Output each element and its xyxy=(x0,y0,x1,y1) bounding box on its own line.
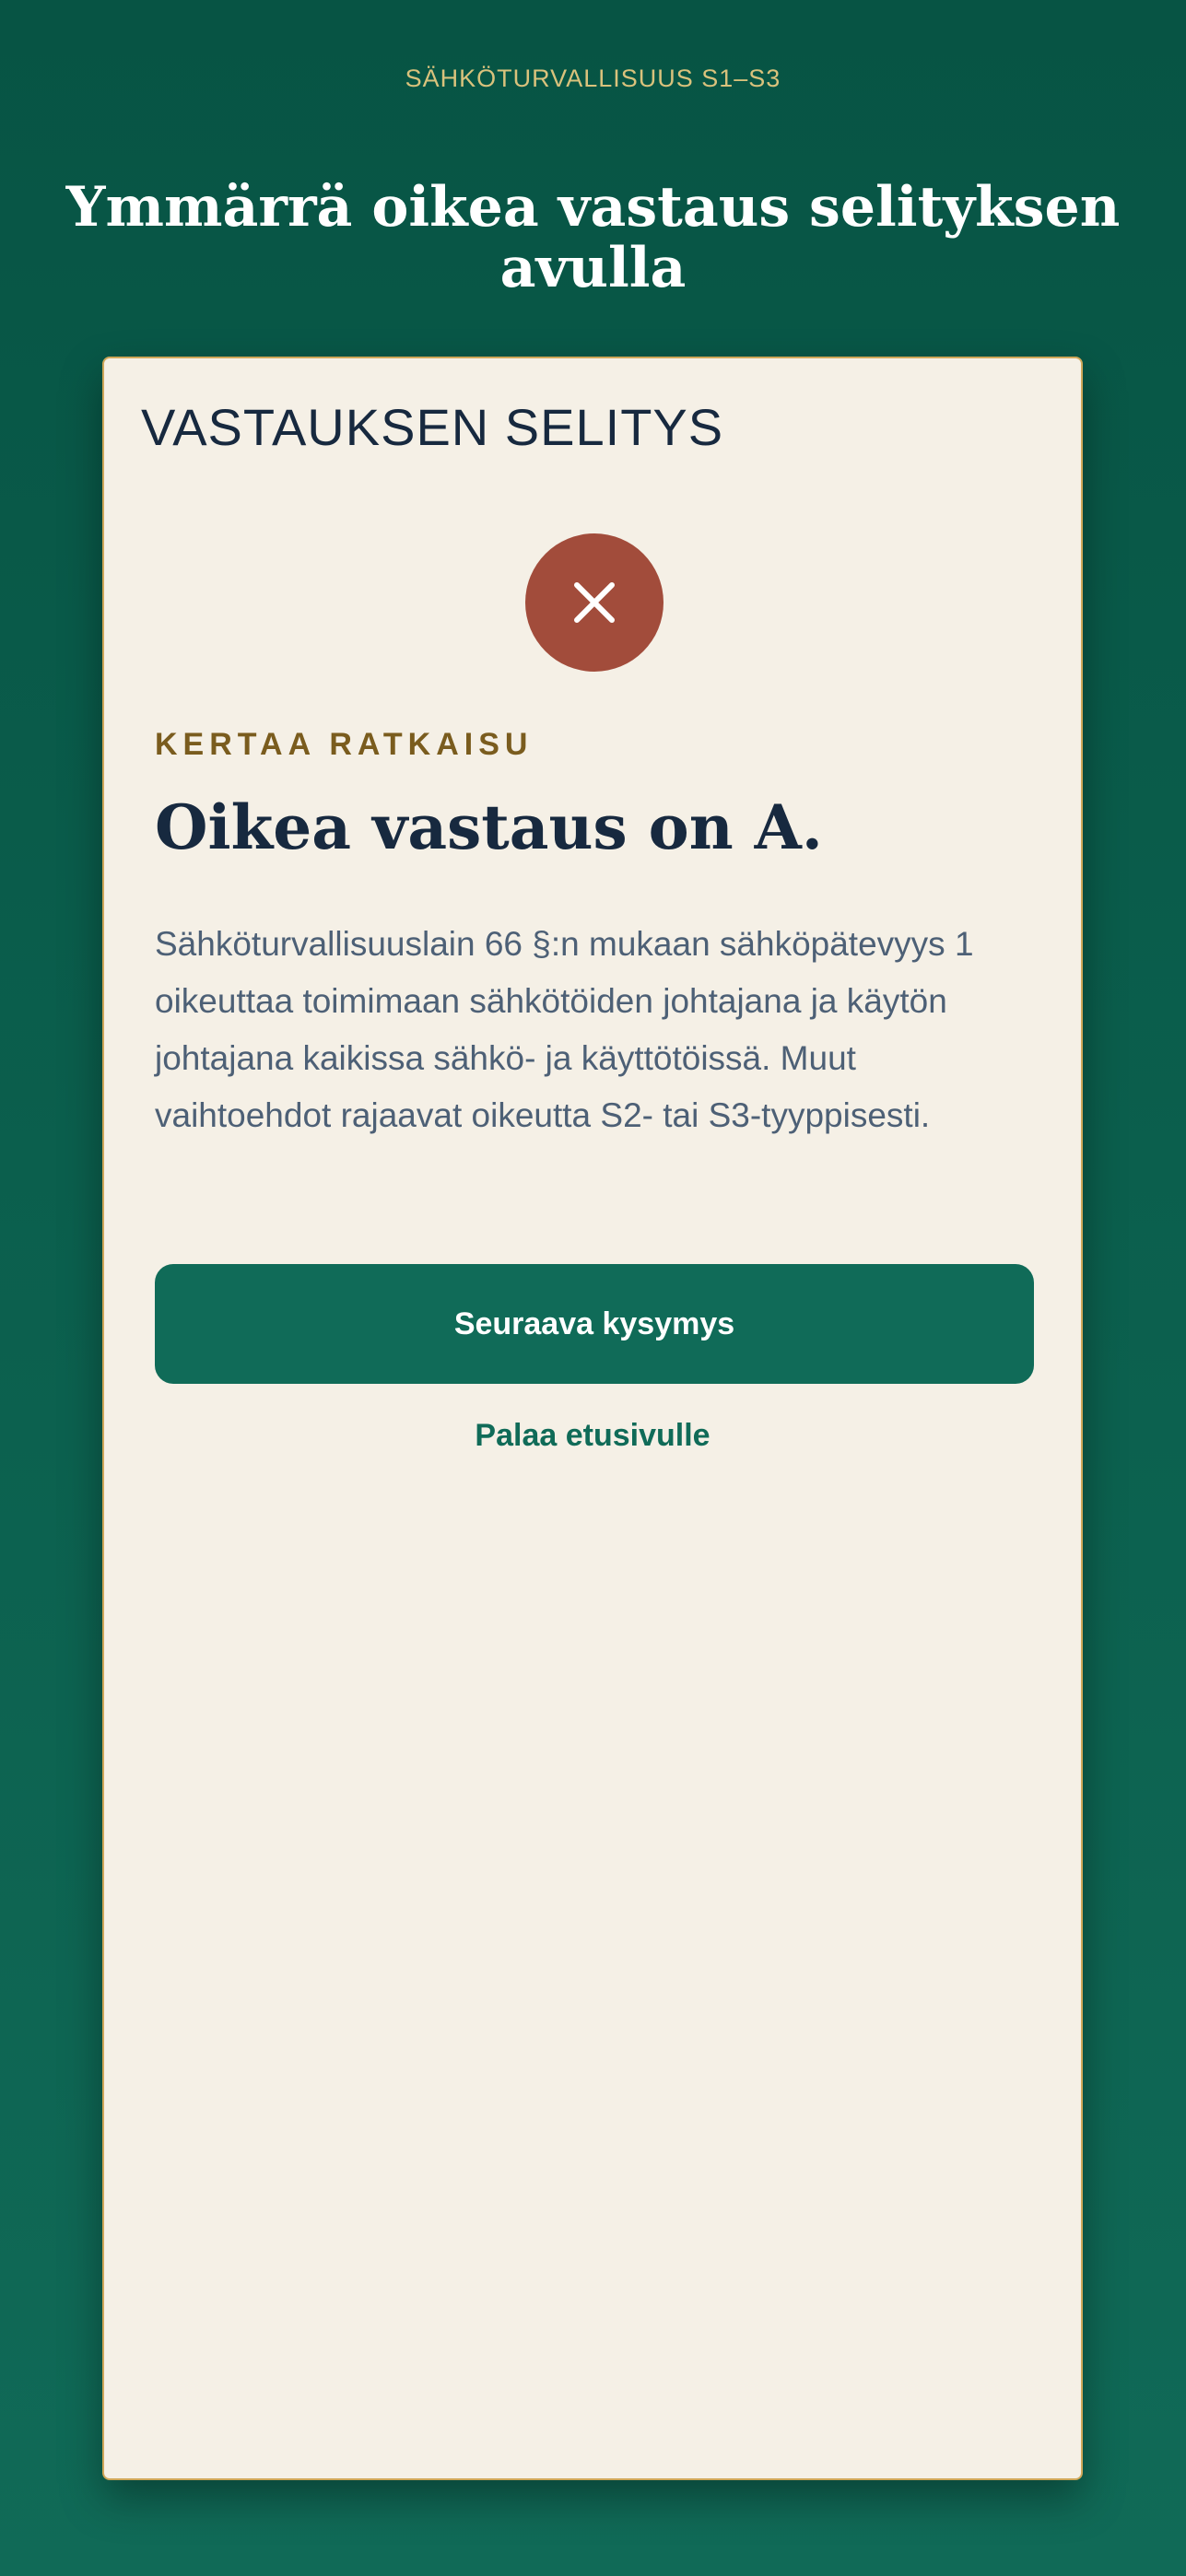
next-question-button[interactable]: Seuraava kysymys xyxy=(155,1264,1034,1384)
explanation-text: Sähköturvallisuuslain 66 §:n mukaan sähköpätevyys 1 oikeuttaa toimimaan sähkötöiden johtajana ja käytön johtajana kaikissa sähkö- ja käyttötöissä. Muut vaihtoehdot rajaavat oikeutta S2- tai S3-tyyppisesti. xyxy=(155,925,974,1134)
back-to-home-link[interactable]: Palaa etusivulle xyxy=(475,1418,710,1453)
page-eyebrow: SÄHKÖTURVALLISUUS S1–S3 xyxy=(405,64,781,92)
close-icon xyxy=(571,580,617,626)
page-title: Ymmärrä oikea vastaus selityksen avulla xyxy=(65,175,1121,300)
card-title: VASTAUKSEN SELITYS xyxy=(141,398,724,456)
section-label: KERTAA RATKAISU xyxy=(155,727,534,762)
explanation-card xyxy=(102,357,1083,2480)
incorrect-result-badge xyxy=(525,533,663,672)
answer-heading: Oikea vastaus on A. xyxy=(155,791,823,863)
